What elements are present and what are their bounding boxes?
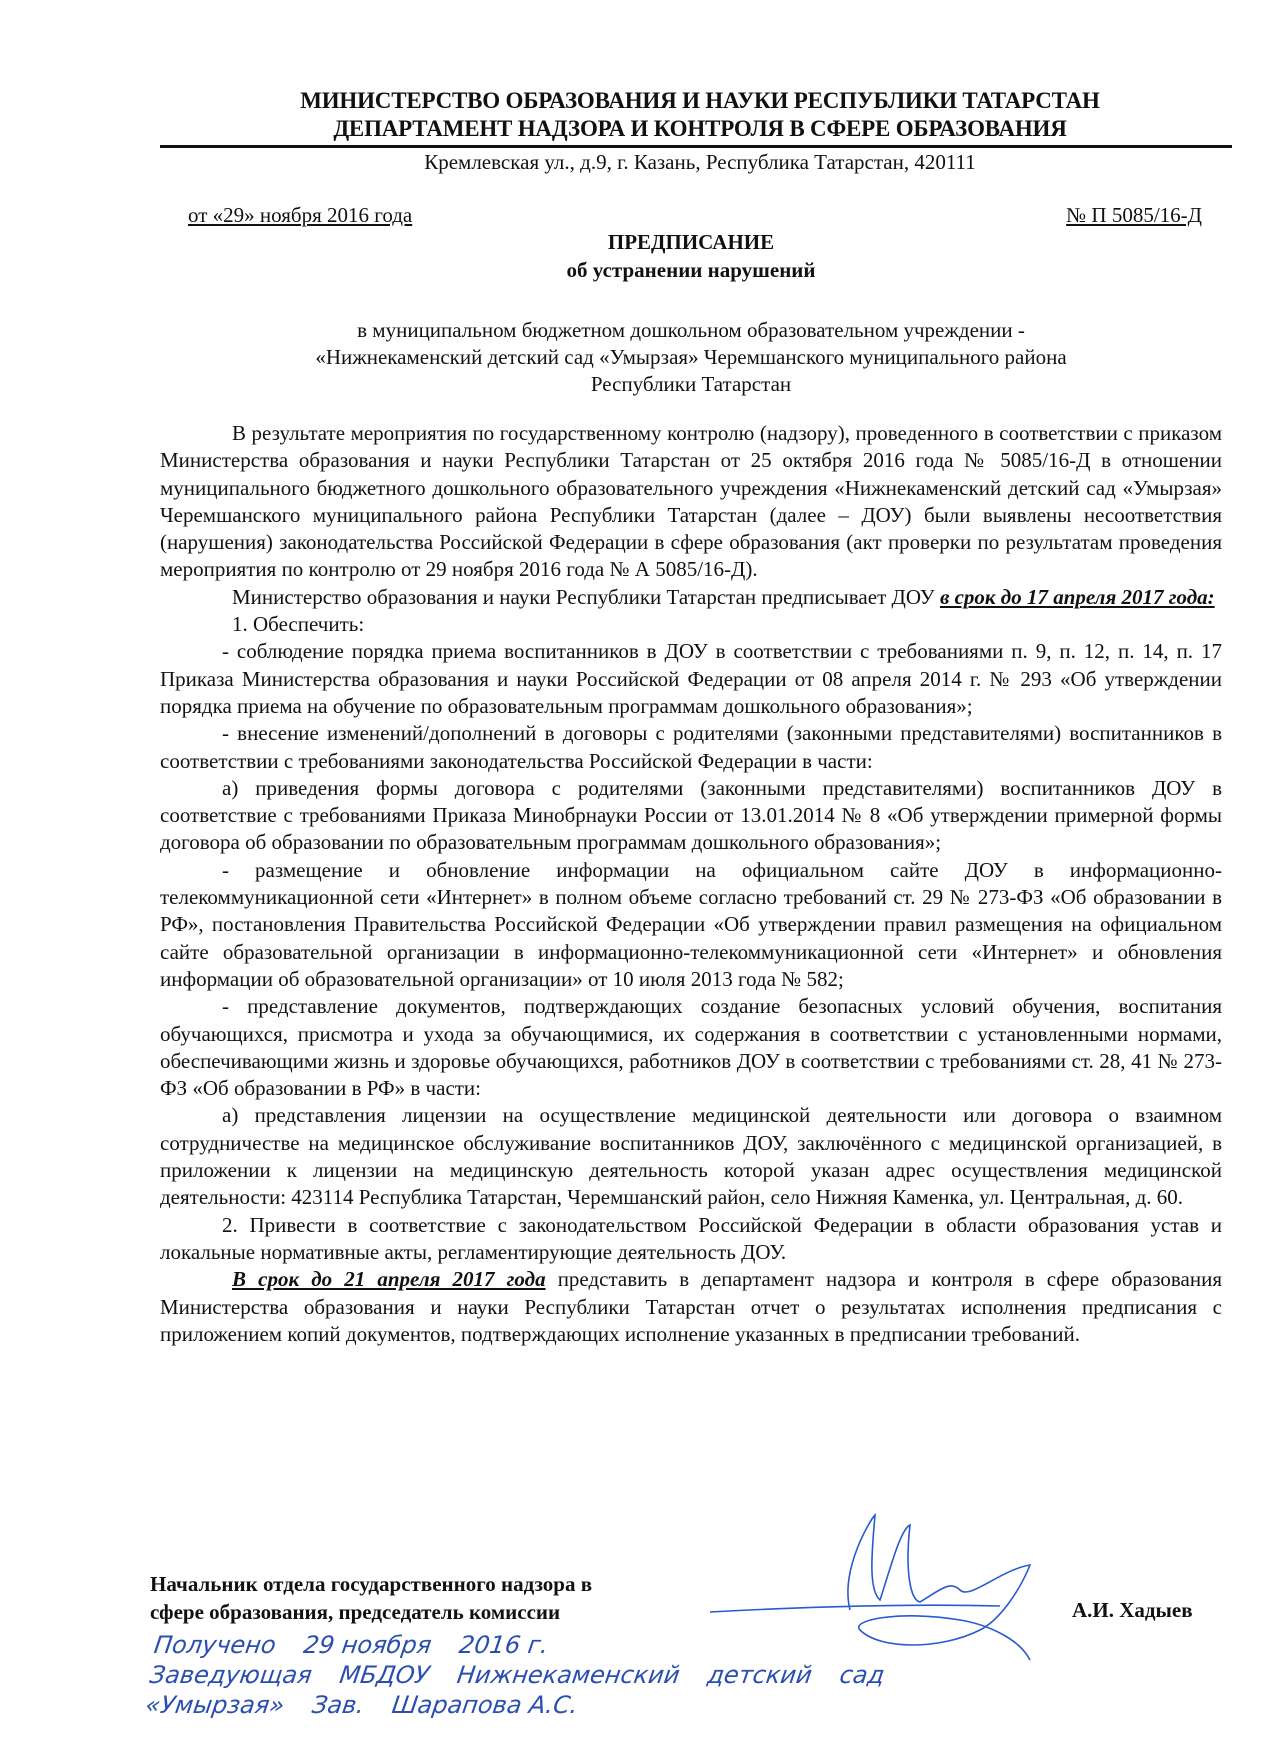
position-line: сфере образования, председатель комиссии xyxy=(150,1600,561,1624)
paragraph: - внесение изменений/дополнений в договоры с родителями (законными представителями) воспитанников в соответствии с требованиями законодательства Российской Федерации в части: xyxy=(160,721,1222,773)
ministry-title: МИНИСТЕРСТВО ОБРАЗОВАНИЯ И НАУКИ РЕСПУБЛИКИ ТАТАРСТАН xyxy=(300,88,1100,113)
document-number: № П 5085/16-Д xyxy=(1066,203,1202,227)
deadline-2: В срок до 21 апреля 2017 года xyxy=(232,1267,546,1292)
paragraph: 1. Обеспечить: xyxy=(232,612,365,637)
handwritten-word: Получено xyxy=(152,1631,278,1659)
paragraph: В результате мероприятия по государственному контролю (надзору), проведенного в соответствии с приказом Министерства образования и науки Республики Татарстан от 25 октября 2016 года № 5085/16-Д в отношении муниципального бюджетного дошкольного образовательного учреждения «Нижнекаменский детский сад «Умырзая» Черемшанского муниципального района Республики Татарстан (далее – ДОУ) были выявлены несоответствия (нарушения) законодательства Российской Федерации в сфере образования (акт проверки по результатам проведения мероприятия по контролю от 29 ноября 2016 года № А 5085/16-Д). xyxy=(160,421,1222,582)
institution-line: Республики Татарстан xyxy=(590,372,792,396)
handwritten-word: Шарапова А.С. xyxy=(390,1691,580,1719)
handwritten-line xyxy=(144,1690,1148,1720)
paragraph: - соблюдение порядка приема воспитанников в ДОУ в соответствии с требованиями п. 9, п. 12, п. 14, п. 17 Приказа Министерства образования и науки Российской Федерации от 08 апреля 2014 г. № 293 «Об утверждении порядка приема на обучение по образовательным программам дошкольного образования»; xyxy=(160,639,1222,718)
paragraph: 2. Привести в соответствие с законодательством Российской Федерации в области образования устав и локальные нормативные акты, регламентирующие деятельность ДОУ. xyxy=(160,1212,1222,1264)
handwritten-line xyxy=(148,1660,1152,1690)
document-title: ПРЕДПИСАНИЕ xyxy=(607,230,775,254)
signatory-position xyxy=(150,1570,592,1626)
paragraph xyxy=(160,1266,1222,1348)
handwritten-word: сад xyxy=(837,1661,887,1689)
document-date: от «29» ноября 2016 года xyxy=(188,203,413,227)
handwritten-receipt-note xyxy=(144,1630,1157,1720)
paragraph-text: Министерство образования и науки Республики Татарстан предписывает ДОУ xyxy=(232,584,940,609)
handwritten-word: Нижнекаменский xyxy=(455,1661,682,1689)
signatory-name: А.И. Хадыев xyxy=(1072,1598,1193,1622)
paragraph: - размещение и обновление информации на официальном сайте ДОУ в информационно-телекоммуникационной сети «Интернет» в полном объеме согласно требований ст. 29 № 273-ФЗ «Об образовании в РФ», постановления Правительства Российской Федерации «Об утверждении правил размещения на официальном сайте образовательной организации в информационно-телекоммуникационной сети «Интернет» и обновления информации об образовательной организации» от 10 июля 2013 года № 582; xyxy=(160,857,1222,991)
institution-line: в муниципальном бюджетном дошкольном образовательном учреждении - xyxy=(357,318,1025,342)
paragraph-text: представить в департамент надзора и контроля в сфере образования Министерства образования и науки Республики Татарстан отчет о результатах исполнения предписания с приложением копий документов, подтверждающих исполнение указанных в предписании требований. xyxy=(160,1267,1222,1346)
paragraph: а) приведения формы договора с родителями (законными представителями) воспитанников ДОУ в соответствие с требованиями Приказа Минобрнауки России от 13.01.2014 № 8 «Об утверждении примерной формы договора об образовании по образовательным программам дошкольного образования»; xyxy=(160,775,1222,855)
handwritten-word: Заведующая xyxy=(148,1661,314,1689)
handwritten-word: «Умырзая» xyxy=(143,1691,287,1719)
handwritten-word: детский xyxy=(705,1661,814,1689)
address: Кремлевская ул., д.9, г. Казань, Республика Татарстан, 420111 xyxy=(424,150,976,174)
handwritten-line xyxy=(152,1630,1156,1660)
header-divider xyxy=(160,145,1232,148)
department-title: ДЕПАРТАМЕНТ НАДЗОРА И КОНТРОЛЯ В СФЕРЕ ОБРАЗОВАНИЯ xyxy=(333,116,1067,141)
handwritten-word: МБДОУ xyxy=(337,1661,432,1689)
document-subtitle: об устранении нарушений xyxy=(566,258,816,282)
deadline-1: в срок до 17 апреля 2017 года: xyxy=(939,584,1215,609)
position-line: Начальник отдела государственного надзора в xyxy=(150,1572,593,1596)
handwritten-word: 29 ноября xyxy=(301,1631,434,1659)
handwritten-word: Зав. xyxy=(310,1691,367,1719)
institution-line: «Нижнекаменский детский сад «Умырзая» Черемшанского муниципального района xyxy=(315,345,1067,369)
paragraph: - представление документов, подтверждающих создание безопасных условий обучения, воспитания обучающихся, присмотра и ухода за обучающимися, их содержания в соответствии с установленными нормами, обеспечивающими жизнь и здоровье обучающихся, работников ДОУ в соответствии с требованиями ст. 28, 41 № 273-ФЗ «Об образовании в РФ» в части: xyxy=(160,994,1222,1101)
paragraph: а) представления лицензии на осуществление медицинской деятельности или договора о взаимном сотрудничестве на медицинское обслуживание воспитанников ДОУ, заключённого с медицинской организацией, в приложении к лицензии на медицинскую деятельность которой указан адрес осуществления медицинской деятельности: 423114 Республика Татарстан, Черемшанский район, село Нижняя Каменка, ул. Центральная, д. 60. xyxy=(160,1103,1222,1210)
paragraph xyxy=(160,584,1222,611)
document-body xyxy=(160,420,1222,1348)
handwritten-word: 2016 г. xyxy=(457,1631,551,1659)
